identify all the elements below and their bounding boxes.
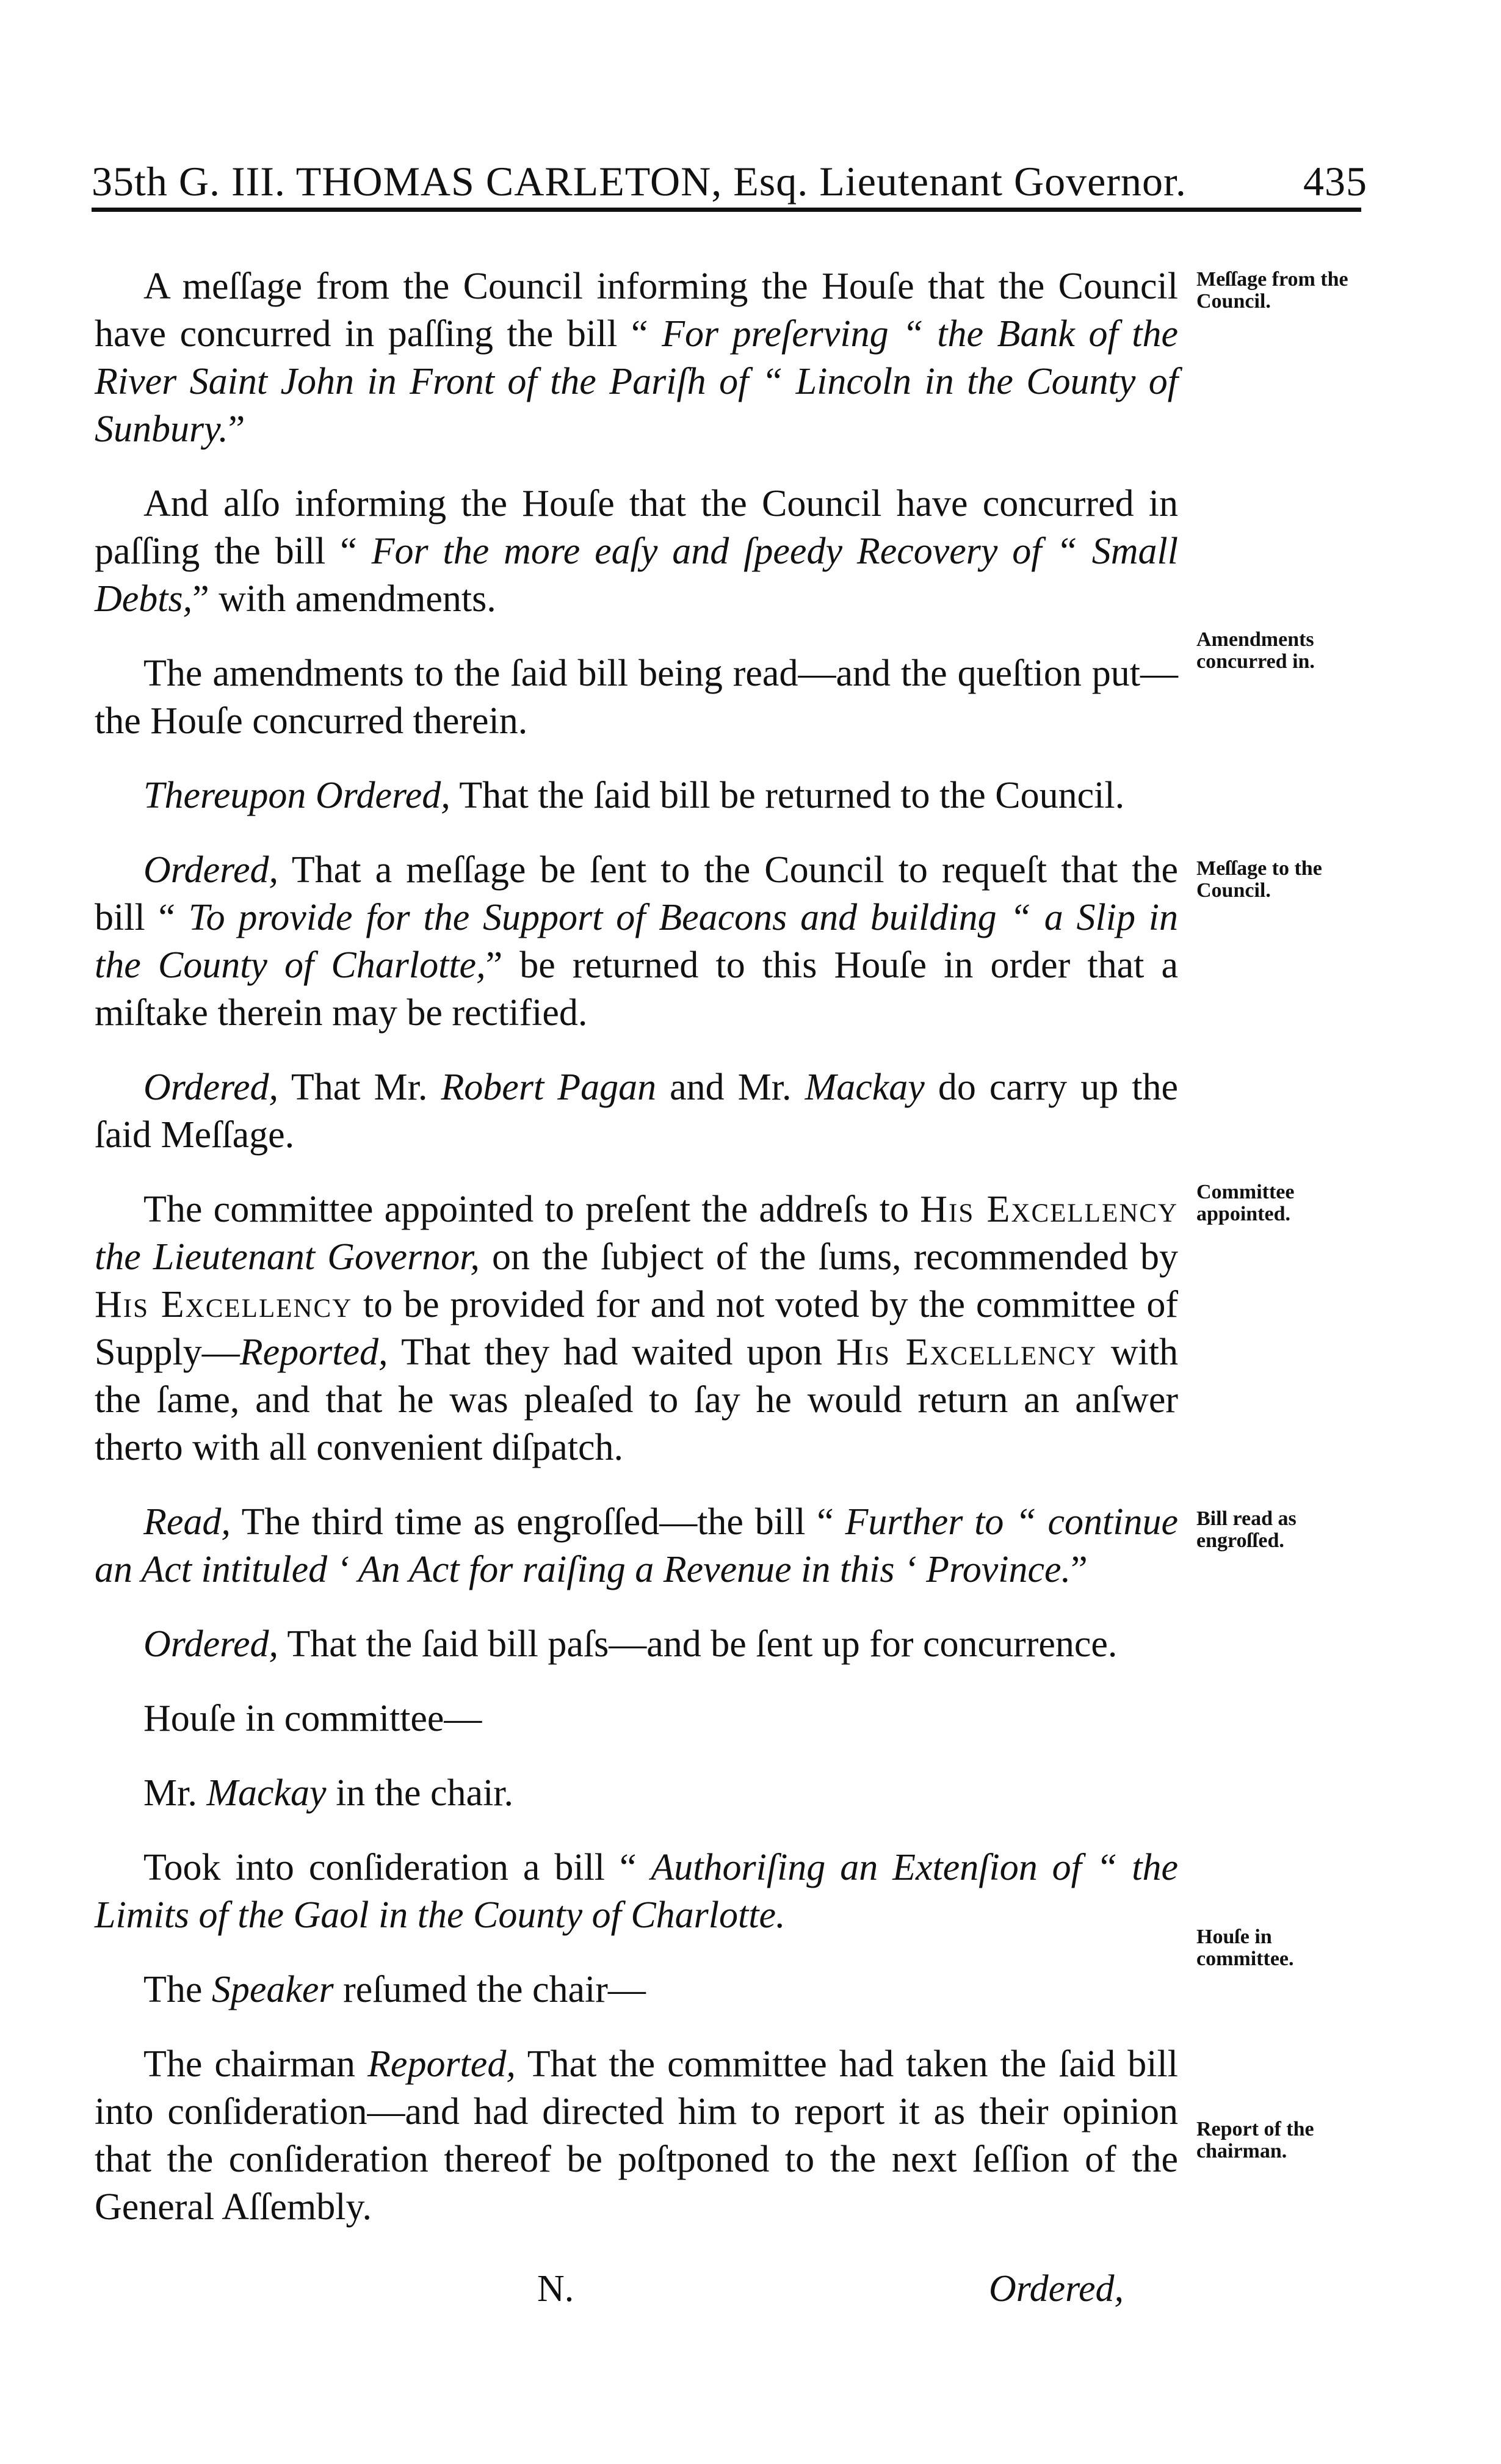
paragraph-house-in-committee: Houſe in committee— xyxy=(143,1698,482,1739)
header-rule xyxy=(92,208,1361,212)
margin-note-house-in-committee: Houſe in committee. xyxy=(1196,1926,1294,1970)
paragraph-bill-pass: Ordered, That the ſaid bill paſs—and be ſent up for concurrence. xyxy=(143,1623,1118,1665)
margin-note-message-to-council: Meſſage to the Council. xyxy=(1196,857,1322,902)
paragraph-chair: Mr. Mackay in the chair. xyxy=(143,1772,514,1814)
paragraph-carry-message: Ordered, That Mr. Robert Pagan and Mr. Mackay do carry up the ſaid Meſſage. xyxy=(95,1067,1178,1156)
running-header xyxy=(92,160,1367,203)
body-text xyxy=(95,263,1178,2258)
margin-note-report-of-chairman: Report of the chairman. xyxy=(1196,2118,1314,2162)
margin-note-message-from-council: Meſſage from the Council. xyxy=(1196,268,1348,313)
margin-note-bill-read: Bill read as engroſſed. xyxy=(1196,1507,1297,1552)
paragraph-message-to-council: Ordered, That a meſſage be ſent to the Council to requeſt that the bill “ To provide for the Support of Beacons and building “ a Slip in the County of Charlotte,” be returned to this Houſe in order that a miſtake therein may be rectified. xyxy=(95,849,1178,1034)
paragraph-committee-address: The committee appointed to preſent the addreſs to His Excellency the Lieutenant Governor, on the ſubject of the ſums, recommended by His Excellency to be provided for and not voted by the committee of Supply—Reported, That they had waited upon His Excellency with the ſame, and that he was pleaſed to ſay he would return an anſwer therto with all convenient diſpatch. xyxy=(95,1189,1179,1468)
paragraph-amendments-concurred: The amendments to the ſaid bill being read—and the queſtion put—the Houſe concurred therein. xyxy=(95,653,1178,742)
margin-note-amendments-concurred: Amendments concurred in. xyxy=(1196,628,1315,673)
paragraph-chairman-report: The chairman Reported, That the committee had taken the ſaid bill into conſideration—and had directed him to report it as their opinion that the conſideration thereof be poſtponed to the next ſeſſion of the General Aſſembly. xyxy=(95,2043,1178,2228)
paragraph-small-debts-amendments: And alſo informing the Houſe that the Council have concurred in paſſing the bill “ For the more eaſy and ſpeedy Recovery of “ Small Debts,” with amendments. xyxy=(95,483,1178,620)
signature-mark: N. xyxy=(537,2268,574,2310)
paragraph-returned-to-council: Thereupon Ordered, That the ſaid bill be returned to the Council. xyxy=(143,775,1125,816)
running-title: 35th G. III. THOMAS CARLETON, Esq. Lieutenant Governor. xyxy=(92,158,1187,205)
page-number: 435 xyxy=(1303,158,1367,205)
catchword: Ordered, xyxy=(989,2268,1124,2310)
margin-note-committee-appointed: Committee appointed. xyxy=(1196,1181,1295,1225)
paragraph-third-reading: Read, The third time as engroſſed—the bill “ Further to “ continue an Act intituled ‘ An Act for raiſing a Revenue in this ‘ Province.” xyxy=(95,1501,1178,1590)
paragraph-gaol-bill: Took into conſideration a bill “ Authoriſing an Extenſion of “ the Limits of the Gaol in the County of Charlotte. xyxy=(95,1847,1178,1936)
paragraph-message-from-council: A meſſage from the Council informing the Houſe that the Council have concurred in paſſing the bill “ For preſerving “ the Bank of the River Saint John in Front of the Pariſh of “ Lincoln in the County of Sunbury.” xyxy=(95,266,1178,450)
paragraph-speaker-resumed: The Speaker reſumed the chair— xyxy=(143,1969,646,2010)
